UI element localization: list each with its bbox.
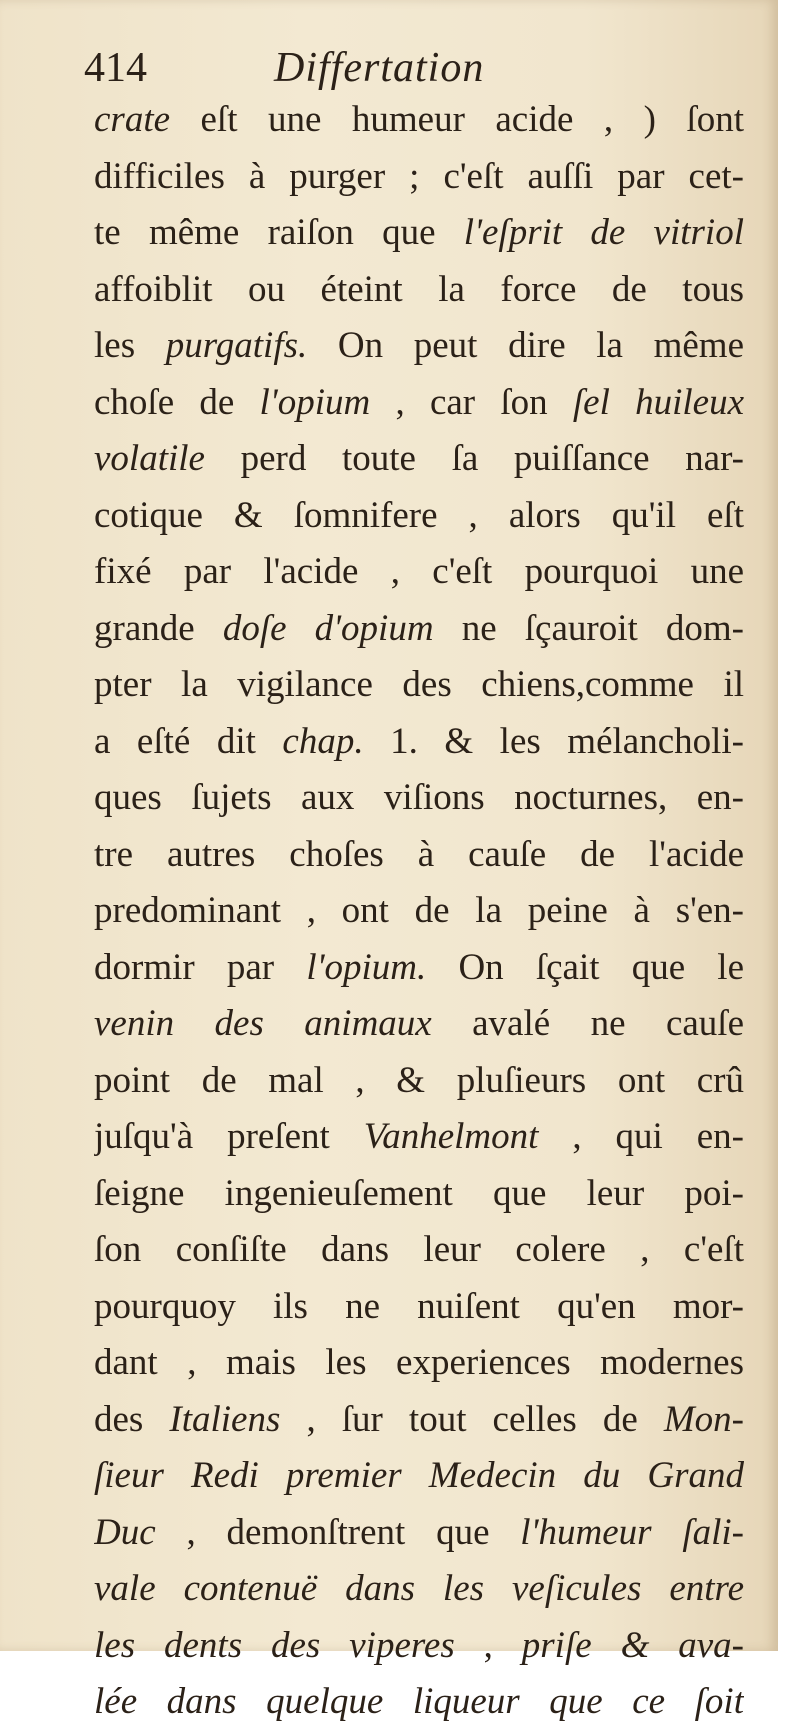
text-line	[94, 92, 744, 149]
text-line	[94, 488, 744, 545]
italic-text-run: priſe & ava-	[521, 1624, 744, 1666]
text-line	[94, 940, 744, 997]
text-run: ſeigne ingenieuſement que leur poi-	[94, 1172, 744, 1214]
text-line	[94, 601, 744, 658]
italic-text-run: Vanhelmont	[363, 1116, 539, 1157]
text-line	[94, 262, 744, 319]
page-number: 414	[84, 45, 147, 91]
text-line	[94, 827, 744, 884]
text-line	[94, 544, 744, 601]
text-run: pter la vigilance des chiens,comme il	[94, 664, 744, 705]
italic-text-run: l'humeur ſali-	[520, 1511, 744, 1553]
text-run: dormir par	[94, 946, 307, 988]
text-run: , qui en-	[538, 1116, 744, 1157]
text-line	[94, 1448, 744, 1505]
text-line	[94, 1166, 744, 1223]
text-run: affoiblit ou éteint la force de tous	[94, 268, 744, 310]
text-line	[94, 375, 744, 432]
italic-text-run: Italiens	[169, 1398, 281, 1440]
italic-text-run: vale contenuë dans les veſicules entre	[94, 1568, 744, 1609]
text-line	[94, 1561, 744, 1618]
text-line	[94, 714, 744, 771]
italic-text-run: doſe d'opium	[222, 607, 434, 649]
text-run: On peut dire la même	[307, 325, 744, 366]
text-run: difficiles à purger ; c'eſt auſſi par cet-	[94, 155, 744, 197]
text-run: cotique & ſomnifere , alors qu'il eſt	[94, 494, 744, 536]
text-line	[94, 1674, 744, 1731]
text-line	[94, 149, 744, 206]
italic-text-run: l'opium	[259, 381, 371, 423]
text-run: a eſté dit	[94, 720, 283, 762]
text-run: , car ſon	[370, 381, 573, 423]
text-run: predominant , ont de la peine à s'en-	[94, 890, 744, 931]
text-run: point de mal , & pluſieurs ont crû	[94, 1059, 744, 1101]
body-text	[94, 92, 744, 1731]
italic-text-run: l'opium.	[306, 946, 427, 988]
italic-text-run: chap.	[282, 720, 364, 762]
text-run: eſt une humeur acide , ) ſont	[170, 99, 744, 140]
text-line	[94, 996, 744, 1053]
text-line	[94, 318, 744, 375]
italic-text-run: les dents des viperes	[94, 1624, 455, 1666]
italic-text-run: purgatifs.	[165, 325, 308, 366]
running-title: Differtation	[274, 45, 485, 91]
text-run: On ſçait que le	[426, 946, 744, 988]
text-line	[94, 770, 744, 827]
text-run: perd toute ſa puiſſance nar-	[204, 438, 744, 479]
italic-text-run: crate	[94, 99, 171, 140]
italic-text-run: ſel huileux	[572, 381, 744, 423]
text-run: ,	[454, 1624, 522, 1666]
text-run: te même raiſon que	[94, 212, 464, 253]
text-run: fixé par l'acide , c'eſt pourquoi une	[94, 551, 744, 592]
text-run: tre autres choſes à cauſe de l'acide	[94, 833, 744, 875]
text-run: grande	[94, 607, 223, 649]
text-run: des	[94, 1398, 170, 1440]
text-line	[94, 205, 744, 262]
page-margin	[778, 0, 800, 1651]
text-line	[94, 1222, 744, 1279]
text-run: dant , mais les experiences modernes	[94, 1342, 744, 1383]
text-run: choſe de	[94, 381, 260, 423]
text-run: les	[94, 325, 166, 366]
text-run: juſqu'à preſent	[94, 1116, 364, 1157]
text-run: 1. & les mélancholi-	[363, 720, 744, 762]
text-line	[94, 1279, 744, 1336]
text-line	[94, 1053, 744, 1110]
text-run: ſon conſiſte dans leur colere , c'eſt	[94, 1229, 744, 1270]
text-run: , ſur tout celles de	[280, 1398, 664, 1440]
text-line	[94, 1109, 744, 1166]
text-run: pourquoy ils ne nuiſent qu'en mor-	[94, 1285, 744, 1327]
text-line	[94, 431, 744, 488]
text-run: ne ſçauroit dom-	[433, 607, 744, 649]
italic-text-run: volatile	[94, 438, 205, 479]
italic-text-run: Mon-	[663, 1398, 744, 1440]
text-run: ques ſujets aux viſions nocturnes, en-	[94, 777, 744, 818]
text-line	[94, 1392, 744, 1449]
italic-text-run: Duc	[94, 1511, 156, 1553]
text-line	[94, 1335, 744, 1392]
text-line	[94, 657, 744, 714]
text-run: , demonſtrent que	[155, 1511, 521, 1553]
italic-text-run: ſieur Redi premier Medecin du Grand	[94, 1455, 744, 1496]
italic-text-run: l'eſprit de vitriol	[463, 212, 744, 253]
text-line	[94, 883, 744, 940]
italic-text-run: venin des animaux	[94, 1003, 432, 1044]
text-line	[94, 1618, 744, 1675]
text-line	[94, 1505, 744, 1562]
italic-text-run: lée dans quelque liqueur que ce ſoit	[94, 1681, 744, 1722]
text-run: avalé ne cauſe	[431, 1003, 744, 1044]
